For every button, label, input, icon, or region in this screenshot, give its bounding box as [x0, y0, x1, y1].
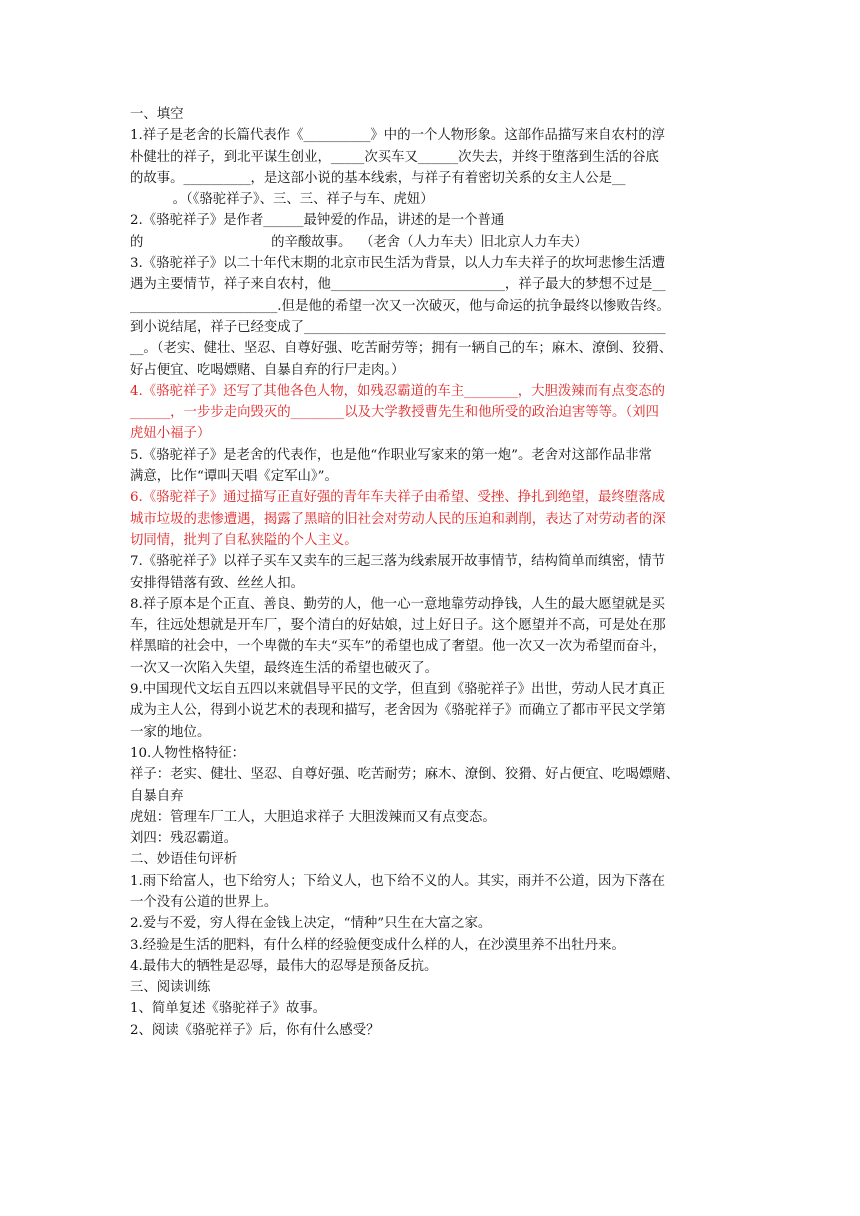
text-line: 遇为主要情节，祥子来自农村，他__________________________，祥子最大的梦想不过是__ — [130, 277, 666, 293]
text-line: 满意，比作“谭叫天唱《定军山》”。 — [130, 469, 338, 485]
text-line: 祥子：老实、健壮、坚忍、自尊好强、吃苦耐劳；麻木、潦倒、狡猾、好占便宜、吃喝嫖赌、 — [130, 767, 680, 783]
text-line: __。（老实、健壮、坚忍、自尊好强、吃苦耐劳等；拥有一辆自己的车；麻木、潦倒、狡猾、 — [130, 341, 673, 357]
text-line: 切同情，批判了自私狭隘的个人主义。 — [130, 532, 358, 548]
text-line: 刘四：残忍霸道。 — [130, 831, 238, 847]
text-line: 三、阅读训练 — [130, 980, 211, 996]
text-line: 6.《骆驼祥子》通过描写正直好强的青年车夫祥子由希望、受挫、挣扎到绝望，最终堕落成 — [130, 490, 666, 506]
text-line: 的故事。__________，是这部小说的基本线索，与祥子有着密切关系的女主人公是__ — [130, 170, 626, 186]
text-line: ______________________.但是他的希望一次又一次破灭，他与命运的抗争最终以惨败告终。 — [130, 298, 670, 314]
text-line: 一、填空 — [130, 107, 184, 122]
text-line: 1、简单复述《骆驼祥子》故事。 — [130, 1001, 326, 1017]
text-line: 3.经验是生活的肥料，有什么样的经验便变成什么样的人，在沙漠里养不出牡丹来。 — [130, 937, 625, 953]
text-line: 8.祥子原本是个正直、善良、勤劳的人，他一心一意地靠劳动挣钱，人生的最大愿望就是买 — [130, 596, 666, 612]
text-line: 一家的地位。 — [130, 724, 211, 740]
text-line: 样黑暗的社会中，一个卑微的车夫“买车”的希望也成了奢望。他一次又一次为希望而奋斗， — [130, 639, 666, 655]
text-line: 9.中国现代文坛自五四以来就倡导平民的文学，但直到《骆驼祥子》出世，劳动人民才真正 — [130, 682, 666, 698]
text-line: 5.《骆驼祥子》是老舍的代表作，也是他“作职业写家来的第一炮”。老舍对这部作品非常 — [130, 447, 652, 463]
text-line: 城市垃圾的悲惨遭遇，揭露了黑暗的旧社会对劳动人民的压迫和剥削，表达了对劳动者的深 — [130, 511, 666, 527]
text-line: 3.《骆驼祥子》以二十年代末期的北京市民生活为背景，以人力车夫祥子的坎坷悲惨生活遭 — [130, 256, 666, 272]
text-line: 虎妞：管理车厂工人，大胆追求祥子 大胆泼辣而又有点变态。 — [130, 809, 496, 825]
text-line: 一个没有公道的世界上。 — [130, 894, 278, 910]
text-line: 10.人物性格特征： — [130, 745, 246, 761]
text-line: 到小说结尾，祥子已经变成了______________________________________________________ — [130, 319, 666, 335]
text-line: 一次又一次陷入失望，最终连生活的希望也破灭了。 — [130, 660, 438, 676]
text-line: 1.雨下给富人，也下给穷人；下给义人，也下给不义的人。其实，雨并不公道，因为下落在 — [130, 873, 666, 889]
text-line: 车，往远处想就是开车厂，娶个清白的好姑娘，过上好日子。这个愿望并不高，可是处在那 — [130, 618, 666, 634]
text-line: 的 的辛酸故事。 （老舍（人力车夫）旧北京人力车夫） — [130, 234, 588, 250]
text-line: 。（《骆驼祥子》、三、三、祥子与车、虎妞） — [130, 192, 434, 208]
text-line: 1.祥子是老舍的长篇代表作《__________》中的一个人物形象。这部作品描写来自农村的淳 — [130, 128, 666, 144]
text-line: 自暴自弃 — [130, 788, 184, 804]
text-line: 7.《骆驼祥子》以祥子买车又卖车的三起三落为线索展开故事情节，结构简单而缜密，情节 — [130, 554, 666, 570]
text-line: 4.最伟大的牺牲是忍辱，最伟大的忍辱是预备反抗。 — [130, 958, 438, 974]
text-line: 好占便宜、吃喝嫖赌、自暴自弃的行尸走肉。） — [130, 362, 405, 378]
text-line: 2.《骆驼祥子》是作者______最钟爱的作品，讲述的是一个普通 — [130, 213, 505, 229]
text-line: 二、妙语佳句评析 — [130, 852, 238, 868]
text-line: 朴健壮的祥子，到北平谋生创业，_____次买车又______次失去，并终于堕落到生活的谷底 — [130, 149, 659, 165]
text-line: 4.《骆驼祥子》还写了其他各色人物，如残忍霸道的车主________，大胆泼辣而有点变态的 — [130, 383, 666, 399]
text-line: 虎妞小福子） — [130, 426, 211, 442]
text-line: 2.爱与不爱，穷人得在金钱上决定，“情种”只生在大富之家。 — [130, 916, 492, 932]
document-body — [130, 104, 760, 1041]
text-line: 2、阅读《骆驼祥子》后，你有什么感受？ — [130, 1022, 380, 1038]
text-line: 成为主人公，得到小说艺术的表现和描写，老舍因为《骆驼祥子》而确立了都市平民文学第 — [130, 703, 666, 719]
text-line: ______，一步步走向毁灭的________以及大学教授曹先生和他所受的政治迫害等等。（刘四 — [130, 405, 659, 421]
text-line: 安排得错落有致、丝丝人扣。 — [130, 575, 305, 591]
